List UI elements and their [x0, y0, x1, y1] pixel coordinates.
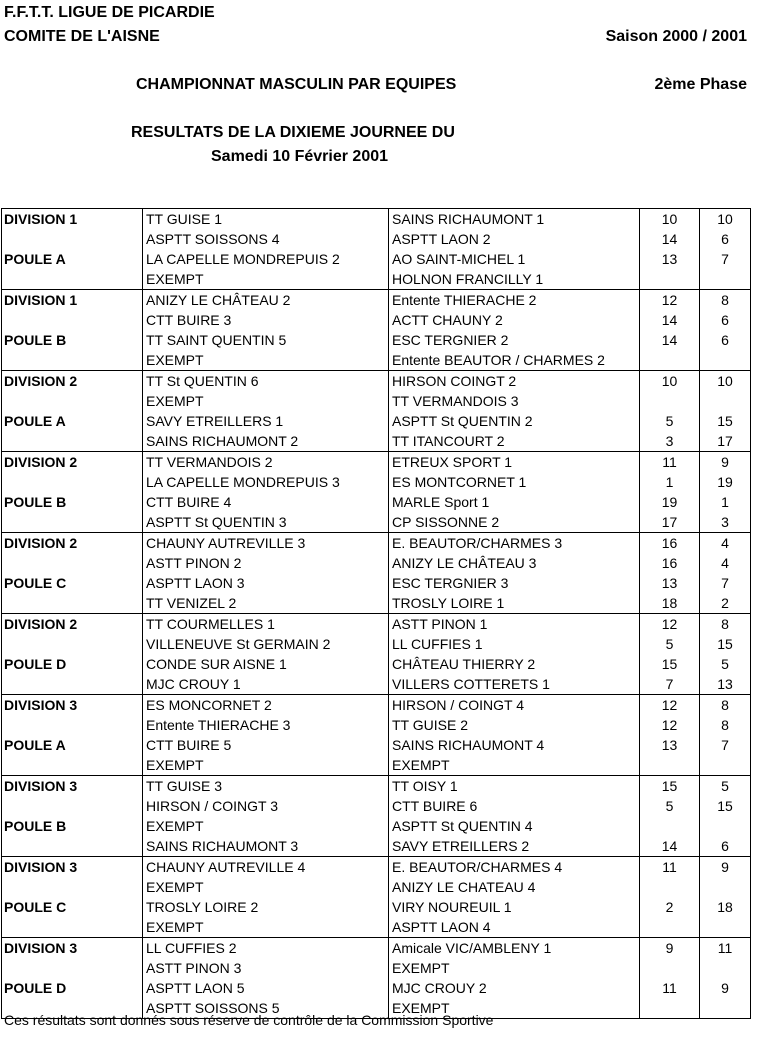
group-cell — [2, 229, 143, 249]
group-cell — [2, 391, 143, 411]
table-row — [2, 391, 751, 411]
home-score: 14 — [640, 330, 700, 350]
away-score: 7 — [700, 573, 751, 593]
home-team: LA CAPELLE MONDREPUIS 3 — [143, 472, 389, 492]
group-cell — [2, 674, 143, 695]
division-label: DIVISION 2 — [2, 614, 143, 635]
table-row — [2, 958, 751, 978]
group-cell — [2, 512, 143, 533]
table-row — [2, 715, 751, 735]
away-team: E. BEAUTOR/CHARMES 4 — [389, 857, 640, 878]
table-row — [2, 654, 751, 674]
division-label: DIVISION 3 — [2, 938, 143, 959]
home-score: 19 — [640, 492, 700, 512]
home-team: ASTT PINON 2 — [143, 553, 389, 573]
away-team: ASTT PINON 1 — [389, 614, 640, 635]
away-score: 4 — [700, 553, 751, 573]
table-row — [2, 249, 751, 269]
away-team: TT ITANCOURT 2 — [389, 431, 640, 452]
home-team: CONDE SUR AISNE 1 — [143, 654, 389, 674]
away-team: SAINS RICHAUMONT 4 — [389, 735, 640, 755]
table-row — [2, 310, 751, 330]
away-score: 11 — [700, 938, 751, 959]
away-team: HIRSON / COINGT 4 — [389, 695, 640, 716]
home-team: TT VENIZEL 2 — [143, 593, 389, 614]
division-label: DIVISION 3 — [2, 857, 143, 878]
home-score — [640, 350, 700, 371]
away-team: CTT BUIRE 6 — [389, 796, 640, 816]
table-row — [2, 816, 751, 836]
away-score: 7 — [700, 735, 751, 755]
home-team: EXEMPT — [143, 391, 389, 411]
home-team: ANIZY LE CHÂTEAU 2 — [143, 290, 389, 311]
home-score: 17 — [640, 512, 700, 533]
group-cell — [2, 715, 143, 735]
footer-note: Ces résultats sont donnés sous réserve de contrôle de la Commission Sportive — [4, 1012, 494, 1028]
poule-label: POULE C — [2, 897, 143, 917]
away-team: Entente BEAUTOR / CHARMES 2 — [389, 350, 640, 371]
home-score — [640, 269, 700, 290]
away-score: 18 — [700, 897, 751, 917]
home-score: 15 — [640, 776, 700, 797]
poule-label: POULE D — [2, 978, 143, 998]
away-team: EXEMPT — [389, 958, 640, 978]
away-score — [700, 877, 751, 897]
home-team: VILLENEUVE St GERMAIN 2 — [143, 634, 389, 654]
home-team: SAINS RICHAUMONT 3 — [143, 836, 389, 857]
away-team: EXEMPT — [389, 998, 640, 1019]
away-team: AO SAINT-MICHEL 1 — [389, 249, 640, 269]
away-score: 5 — [700, 776, 751, 797]
home-team: TT SAINT QUENTIN 5 — [143, 330, 389, 350]
poule-label: POULE A — [2, 249, 143, 269]
home-team: LA CAPELLE MONDREPUIS 2 — [143, 249, 389, 269]
away-score: 15 — [700, 634, 751, 654]
away-team: SAVY ETREILLERS 2 — [389, 836, 640, 857]
away-score — [700, 917, 751, 938]
division-label: DIVISION 3 — [2, 776, 143, 797]
away-team: HOLNON FRANCILLY 1 — [389, 269, 640, 290]
away-score: 8 — [700, 695, 751, 716]
table-row — [2, 755, 751, 776]
away-score: 5 — [700, 654, 751, 674]
away-team: SAINS RICHAUMONT 1 — [389, 209, 640, 230]
away-score: 17 — [700, 431, 751, 452]
away-team: VIRY NOUREUIL 1 — [389, 897, 640, 917]
away-score — [700, 755, 751, 776]
phase-label: 2ème Phase — [654, 76, 747, 93]
away-score: 9 — [700, 978, 751, 998]
table-row — [2, 269, 751, 290]
season-label: Saison 2000 / 2001 — [605, 28, 747, 45]
away-team: Entente THIERACHE 2 — [389, 290, 640, 311]
home-score — [640, 391, 700, 411]
away-score: 10 — [700, 209, 751, 230]
home-score: 10 — [640, 209, 700, 230]
table-row — [2, 290, 751, 311]
home-team: EXEMPT — [143, 350, 389, 371]
table-row — [2, 553, 751, 573]
away-score: 6 — [700, 330, 751, 350]
home-team: TT GUISE 3 — [143, 776, 389, 797]
home-team: EXEMPT — [143, 917, 389, 938]
table-row — [2, 978, 751, 998]
table-row — [2, 512, 751, 533]
home-score — [640, 998, 700, 1019]
table-row — [2, 533, 751, 554]
away-score — [700, 391, 751, 411]
away-score: 8 — [700, 290, 751, 311]
home-score: 11 — [640, 857, 700, 878]
table-row — [2, 634, 751, 654]
group-cell — [2, 310, 143, 330]
home-team: ASPTT LAON 5 — [143, 978, 389, 998]
away-team: ESC TERGNIER 3 — [389, 573, 640, 593]
division-label: DIVISION 2 — [2, 371, 143, 392]
table-row — [2, 573, 751, 593]
away-team: MARLE Sport 1 — [389, 492, 640, 512]
home-team: ES MONCORNET 2 — [143, 695, 389, 716]
away-score: 10 — [700, 371, 751, 392]
group-cell — [2, 472, 143, 492]
home-score: 14 — [640, 836, 700, 857]
away-team: E. BEAUTOR/CHARMES 3 — [389, 533, 640, 554]
away-team: ACTT CHAUNY 2 — [389, 310, 640, 330]
away-team: Amicale VIC/AMBLENY 1 — [389, 938, 640, 959]
away-score: 2 — [700, 593, 751, 614]
away-team: TT GUISE 2 — [389, 715, 640, 735]
table-row — [2, 938, 751, 959]
table-row — [2, 614, 751, 635]
away-score: 7 — [700, 249, 751, 269]
home-team: Entente THIERACHE 3 — [143, 715, 389, 735]
home-team: MJC CROUY 1 — [143, 674, 389, 695]
home-score: 12 — [640, 614, 700, 635]
away-team: HIRSON COINGT 2 — [389, 371, 640, 392]
poule-label: POULE C — [2, 573, 143, 593]
home-score: 2 — [640, 897, 700, 917]
away-team: ES MONTCORNET 1 — [389, 472, 640, 492]
poule-label: POULE B — [2, 330, 143, 350]
poule-label: POULE D — [2, 654, 143, 674]
away-score: 9 — [700, 452, 751, 473]
home-team: ASPTT SOISSONS 4 — [143, 229, 389, 249]
away-score: 19 — [700, 472, 751, 492]
away-score — [700, 269, 751, 290]
home-score: 10 — [640, 371, 700, 392]
away-team: ESC TERGNIER 2 — [389, 330, 640, 350]
home-team: ASPTT SOISSONS 5 — [143, 998, 389, 1019]
away-team: ANIZY LE CHATEAU 4 — [389, 877, 640, 897]
home-team: EXEMPT — [143, 816, 389, 836]
away-score: 6 — [700, 310, 751, 330]
home-score: 5 — [640, 634, 700, 654]
home-score: 13 — [640, 249, 700, 269]
table-row — [2, 796, 751, 816]
table-row — [2, 877, 751, 897]
table-row — [2, 492, 751, 512]
division-label: DIVISION 1 — [2, 209, 143, 230]
table-row — [2, 229, 751, 249]
away-team: ASPTT LAON 4 — [389, 917, 640, 938]
table-row — [2, 330, 751, 350]
home-team: EXEMPT — [143, 877, 389, 897]
group-cell — [2, 917, 143, 938]
home-score — [640, 917, 700, 938]
group-cell — [2, 836, 143, 857]
away-score — [700, 350, 751, 371]
away-team: ASPTT St QUENTIN 2 — [389, 411, 640, 431]
table-row — [2, 350, 751, 371]
away-team: LL CUFFIES 1 — [389, 634, 640, 654]
home-team: CHAUNY AUTREVILLE 4 — [143, 857, 389, 878]
home-score: 11 — [640, 452, 700, 473]
results-table — [1, 208, 751, 1019]
away-score: 6 — [700, 836, 751, 857]
away-score: 3 — [700, 512, 751, 533]
away-team: MJC CROUY 2 — [389, 978, 640, 998]
away-score: 8 — [700, 614, 751, 635]
poule-label: POULE B — [2, 816, 143, 836]
results-date: Samedi 10 Février 2001 — [211, 148, 389, 165]
home-score: 5 — [640, 411, 700, 431]
home-team: CTT BUIRE 5 — [143, 735, 389, 755]
group-cell — [2, 958, 143, 978]
away-score: 15 — [700, 411, 751, 431]
results-title: RESULTATS DE LA DIXIEME JOURNEE DU — [131, 124, 455, 141]
table-row — [2, 209, 751, 230]
home-team: TT COURMELLES 1 — [143, 614, 389, 635]
home-score: 14 — [640, 310, 700, 330]
home-score: 1 — [640, 472, 700, 492]
division-label: DIVISION 1 — [2, 290, 143, 311]
home-score: 3 — [640, 431, 700, 452]
home-score — [640, 816, 700, 836]
away-score: 8 — [700, 715, 751, 735]
table-row — [2, 836, 751, 857]
table-row — [2, 411, 751, 431]
division-label: DIVISION 2 — [2, 452, 143, 473]
group-cell — [2, 593, 143, 614]
away-team: ASPTT LAON 2 — [389, 229, 640, 249]
home-score — [640, 958, 700, 978]
table-row — [2, 917, 751, 938]
home-team: TT GUISE 1 — [143, 209, 389, 230]
group-cell — [2, 269, 143, 290]
home-score — [640, 755, 700, 776]
home-team: EXEMPT — [143, 269, 389, 290]
home-team: HIRSON / COINGT 3 — [143, 796, 389, 816]
away-score: 1 — [700, 492, 751, 512]
home-score: 16 — [640, 533, 700, 554]
away-team: TT VERMANDOIS 3 — [389, 391, 640, 411]
table-row — [2, 857, 751, 878]
away-team: EXEMPT — [389, 755, 640, 776]
home-team: TROSLY LOIRE 2 — [143, 897, 389, 917]
table-row — [2, 593, 751, 614]
home-score: 9 — [640, 938, 700, 959]
home-team: ASTT PINON 3 — [143, 958, 389, 978]
home-score: 11 — [640, 978, 700, 998]
home-team: ASPTT LAON 3 — [143, 573, 389, 593]
away-team: ETREUX SPORT 1 — [389, 452, 640, 473]
home-score: 7 — [640, 674, 700, 695]
away-score: 9 — [700, 857, 751, 878]
home-score: 18 — [640, 593, 700, 614]
group-cell — [2, 350, 143, 371]
table-row — [2, 371, 751, 392]
table-row — [2, 695, 751, 716]
group-cell — [2, 796, 143, 816]
home-team: LL CUFFIES 2 — [143, 938, 389, 959]
away-score — [700, 998, 751, 1019]
away-team: VILLERS COTTERETS 1 — [389, 674, 640, 695]
table-row — [2, 472, 751, 492]
division-label: DIVISION 3 — [2, 695, 143, 716]
away-team: CHÂTEAU THIERRY 2 — [389, 654, 640, 674]
home-team: CTT BUIRE 4 — [143, 492, 389, 512]
home-team: ASPTT St QUENTIN 3 — [143, 512, 389, 533]
poule-label: POULE A — [2, 411, 143, 431]
poule-label: POULE B — [2, 492, 143, 512]
away-score — [700, 958, 751, 978]
table-row — [2, 431, 751, 452]
group-cell — [2, 634, 143, 654]
table-row — [2, 735, 751, 755]
away-team: CP SISSONNE 2 — [389, 512, 640, 533]
home-score: 16 — [640, 553, 700, 573]
away-score: 4 — [700, 533, 751, 554]
home-score: 12 — [640, 715, 700, 735]
away-team: TT OISY 1 — [389, 776, 640, 797]
home-score: 12 — [640, 290, 700, 311]
home-score: 12 — [640, 695, 700, 716]
away-team: ANIZY LE CHÂTEAU 3 — [389, 553, 640, 573]
group-cell — [2, 877, 143, 897]
table-row — [2, 674, 751, 695]
championship-title: CHAMPIONNAT MASCULIN PAR EQUIPES — [136, 76, 457, 93]
home-team: SAVY ETREILLERS 1 — [143, 411, 389, 431]
group-cell — [2, 755, 143, 776]
table-row — [2, 452, 751, 473]
away-score — [700, 816, 751, 836]
away-score: 15 — [700, 796, 751, 816]
group-cell — [2, 431, 143, 452]
home-score: 14 — [640, 229, 700, 249]
away-score: 13 — [700, 674, 751, 695]
home-score: 15 — [640, 654, 700, 674]
poule-label: POULE A — [2, 735, 143, 755]
home-team: EXEMPT — [143, 755, 389, 776]
committee-name: COMITE DE L'AISNE — [4, 28, 160, 45]
away-team: ASPTT St QUENTIN 4 — [389, 816, 640, 836]
group-cell — [2, 553, 143, 573]
home-score — [640, 877, 700, 897]
away-team: TROSLY LOIRE 1 — [389, 593, 640, 614]
home-score: 5 — [640, 796, 700, 816]
home-team: CTT BUIRE 3 — [143, 310, 389, 330]
division-label: DIVISION 2 — [2, 533, 143, 554]
home-team: TT St QUENTIN 6 — [143, 371, 389, 392]
home-score: 13 — [640, 573, 700, 593]
table-row — [2, 776, 751, 797]
home-team: CHAUNY AUTREVILLE 3 — [143, 533, 389, 554]
away-score: 6 — [700, 229, 751, 249]
home-score: 13 — [640, 735, 700, 755]
organization-name: F.F.T.T. LIGUE DE PICARDIE — [4, 4, 215, 21]
home-team: SAINS RICHAUMONT 2 — [143, 431, 389, 452]
table-row — [2, 897, 751, 917]
home-team: TT VERMANDOIS 2 — [143, 452, 389, 473]
